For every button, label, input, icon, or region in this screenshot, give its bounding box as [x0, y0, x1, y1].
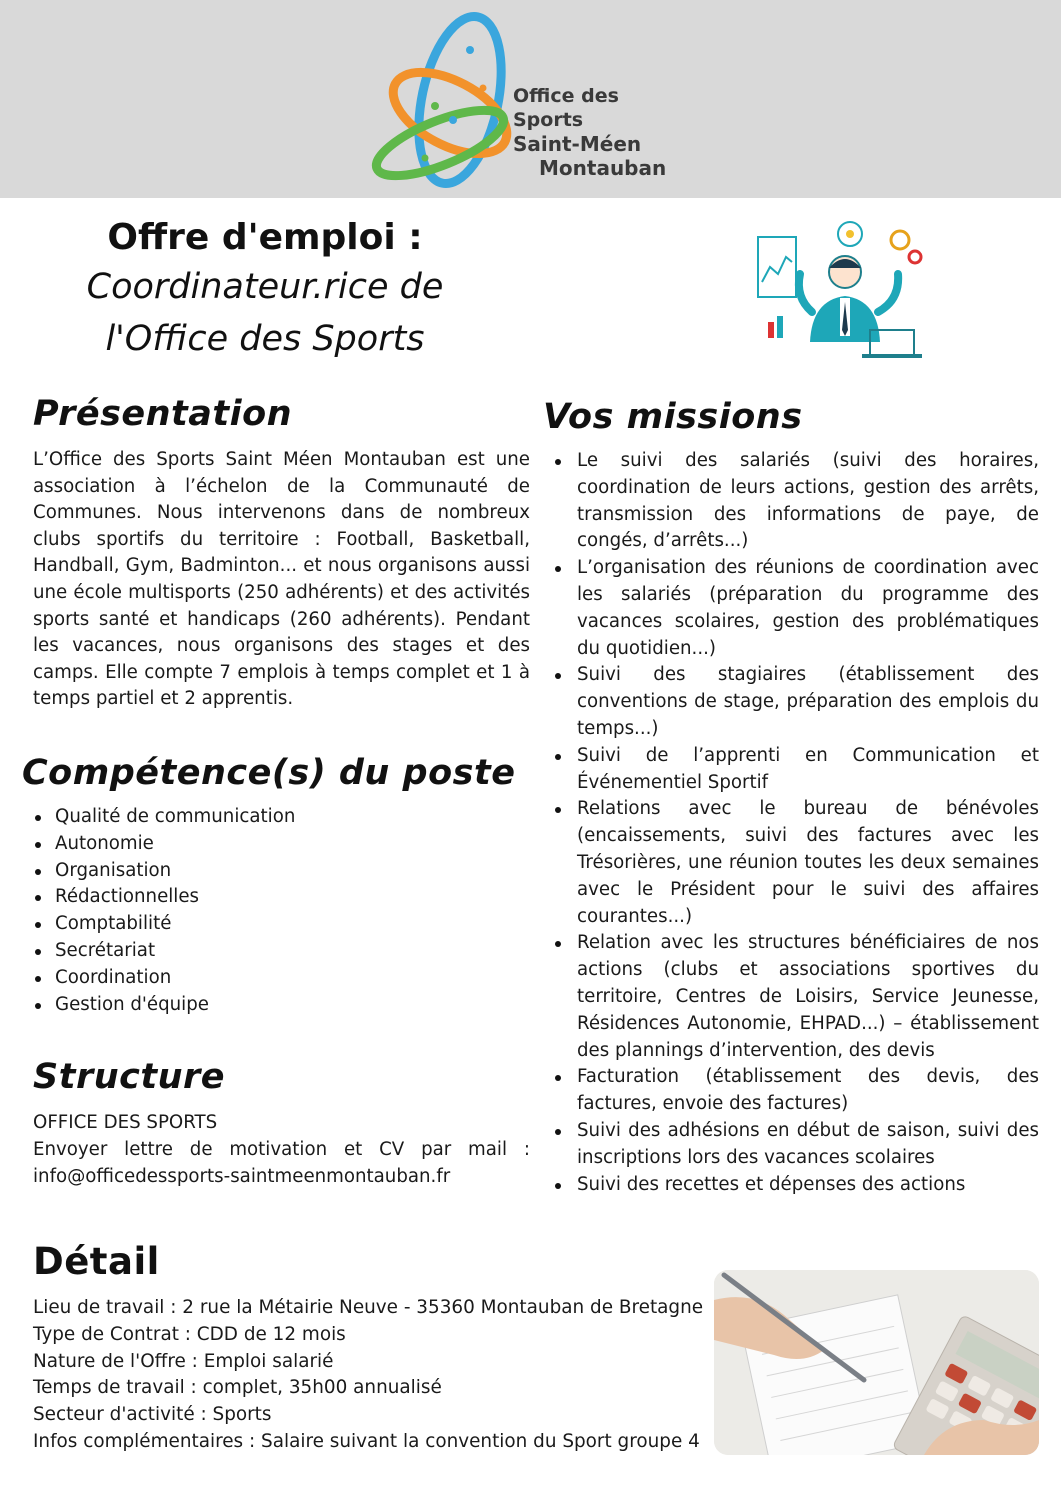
list-item: Gestion d'équipe: [33, 992, 513, 1019]
multitasking-illustration: [750, 212, 940, 362]
presentation-text: L’Office des Sports Saint Méen Montauban est une association à l’échelon de la Communauté de Communes. Nous intervenons dans de nombreux clubs sportifs du territoire : Football, Basketball, Handball, Gym, Badminton... et nous organisons aussi une école multisports (250 adhérents) et des activités sports santé et handicaps (260 adhérents). Pendant les vacances, nous organisons des stages et des camps. Elle compte 7 emplois à temps complet et 1 à temps partiel et 2 apprentis.: [33, 449, 530, 710]
list-item: Coordination: [33, 965, 513, 992]
logo-line-3: Montauban: [539, 156, 667, 180]
detail-line: Temps de travail : complet, 35h00 annualisé: [33, 1377, 442, 1399]
list-item: Facturation (établissement des devis, des factures, envoie des factures): [553, 1064, 1039, 1118]
detail-heading: Détail: [33, 1240, 160, 1283]
list-item: Autonomie: [33, 831, 513, 858]
manager-illustration-icon: [750, 212, 940, 362]
detail-line: Type de Contrat : CDD de 12 mois: [33, 1323, 346, 1345]
office-des-sports-logo: [365, 8, 665, 193]
list-item: Comptabilité: [33, 911, 513, 938]
detail-line: Secteur d'activité : Sports: [33, 1404, 272, 1426]
structure-heading: Structure: [33, 1057, 226, 1097]
detail-lines: [33, 1295, 703, 1456]
calculator-notepad-photo: [714, 1270, 1039, 1455]
list-item: Suivi des adhésions en début de saison, suivi des inscriptions lors des vacances scolaires: [553, 1118, 1039, 1172]
list-item: L’organisation des réunions de coordination avec les salariés (préparation du programme des vacances scolaires, gestion des problématiques du quotidien...): [553, 555, 1039, 662]
missions-list: [553, 448, 1039, 1198]
competences-list: [33, 804, 513, 1018]
list-item: Relations avec le bureau de bénévoles (encaissements, suivi des factures avec les Trésorières, une réunion toutes les deux semaines avec le Président pour le suivi des affaires courantes...): [553, 796, 1039, 930]
list-item: Suivi des stagiaires (établissement des conventions de stage, préparation des emplois du temps...): [553, 662, 1039, 742]
job-title-line-1: Coordinateur.rice de: [86, 267, 444, 307]
structure-contact[interactable]: Envoyer lettre de motivation et CV par mail : info@officedessports-saintmeenmontauban.fr: [33, 1139, 530, 1187]
detail-line: Nature de l'Offre : Emploi salarié: [33, 1350, 334, 1372]
competences-heading: Compétence(s) du poste: [22, 753, 516, 793]
missions-heading: Vos missions: [543, 397, 803, 437]
logo-line-2: Saint-Méen: [513, 132, 642, 156]
list-item: Rédactionnelles: [33, 884, 513, 911]
calculator-photo-icon: [714, 1270, 1039, 1455]
list-item: Suivi des recettes et dépenses des actions: [553, 1172, 1039, 1199]
job-title-block: [30, 215, 500, 365]
list-item: Le suivi des salariés (suivi des horaires, coordination de leurs actions, gestion des arrêts, transmission des informations de paye, de congés, d’arrêts...): [553, 448, 1039, 555]
list-item: Suivi de l’apprenti en Communication et Événementiel Sportif: [553, 743, 1039, 797]
structure-name: OFFICE DES SPORTS: [33, 1112, 218, 1133]
logo-wordmark: [513, 84, 666, 180]
presentation-heading: Présentation: [33, 394, 293, 434]
logo-line-1: Office des Sports: [513, 85, 619, 131]
detail-line: Lieu de travail : 2 rue la Métairie Neuve - 35360 Montauban de Bretagne: [33, 1297, 704, 1318]
list-item: Relation avec les structures bénéficiaires de nos actions (clubs et associations sportives du territoire, Centres de Loisirs, Service Jeunesse, Résidences Autonomie, EHPAD...) – établissement des plannings d’intervention, des devis: [553, 930, 1039, 1064]
detail-line: Infos complémentaires : Salaire suivant la convention du Sport groupe 4: [33, 1430, 700, 1452]
job-title-line-2: l'Office des Sports: [105, 319, 425, 359]
header-banner: [0, 0, 1061, 198]
list-item: Qualité de communication: [33, 804, 513, 831]
job-title-main: Offre d'emploi :: [107, 217, 423, 258]
list-item: Organisation: [33, 858, 513, 885]
list-item: Secrétariat: [33, 938, 513, 965]
